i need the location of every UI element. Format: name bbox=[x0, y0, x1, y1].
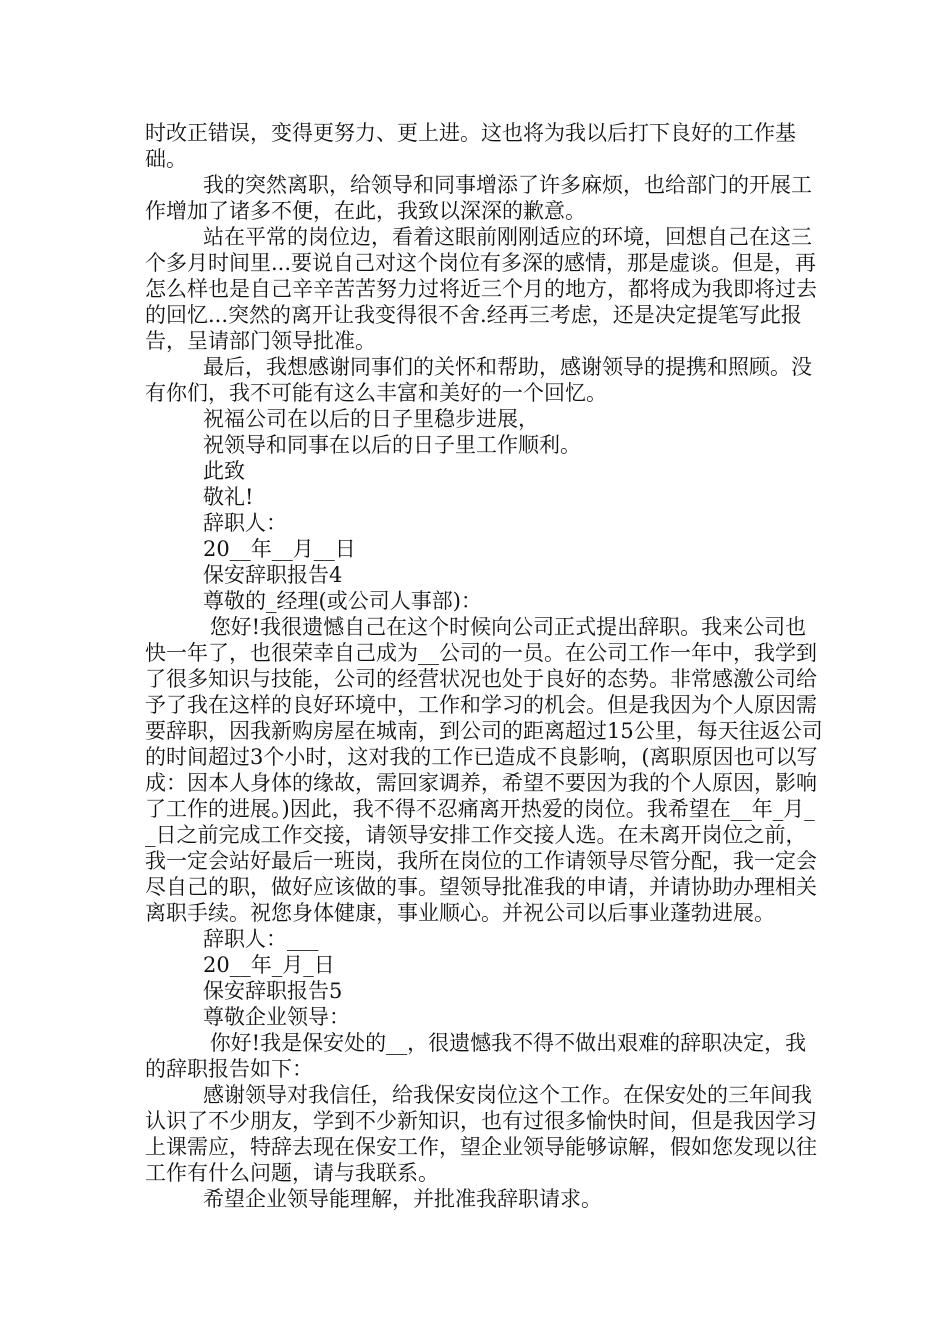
text-line: 20__年__月__日 bbox=[203, 537, 356, 561]
section-title: 保安辞职报告4 bbox=[203, 563, 343, 587]
text-line: 祝领导和同事在以后的日子里工作顺利。 bbox=[203, 433, 581, 457]
salutation: 尊敬企业领导： bbox=[203, 1005, 350, 1029]
paragraph: 时改正错误，变得更努力、更上进。这也将为我以后打下良好的工作基础。 bbox=[145, 121, 796, 171]
document-body bbox=[145, 120, 825, 1212]
text-line: 敬礼! bbox=[203, 485, 254, 509]
salutation: 尊敬的_经理(或公司人事部)： bbox=[203, 589, 482, 613]
text-line: 辞职人：___ bbox=[203, 927, 319, 951]
text-line: 祝福公司在以后的日子里稳步进展， bbox=[203, 407, 539, 431]
paragraph: 感谢领导对我信任，给我保安岗位这个工作。在保安处的三年间我认识了不少朋友，学到不少新知识，也有过很多愉快时间，但是我因学习上课需应，特辞去现在保安工作，望企业领导能够谅解，假如您发现以往工作有什么问题，请与我联系。 bbox=[145, 1083, 817, 1185]
paragraph: 希望企业领导能理解，并批准我辞职请求。 bbox=[203, 1187, 602, 1211]
text-line: 此致 bbox=[203, 459, 245, 483]
paragraph: 我的突然离职，给领导和同事增添了许多麻烦，也给部门的开展工作增加了诸多不便，在此，我致以深深的歉意。 bbox=[145, 173, 812, 223]
paragraph: 您好!我很遗憾自己在这个时候向公司正式提出辞职。我来公司也快一年了，也很荣幸自己成为__公司的一员。在公司工作一年中，我学到了很多知识与技能，公司的经营状况也处于良好的态势。非常感激公司给予了我在这样的良好环境中，工作和学习的机会。但是我因为个人原因需要辞职，因我新购房屋在城南，到公司的距离超过15公里，每天往返公司的时间超过3个小时，这对我的工作已造成不良影响，(离职原因也可以写成：因本人身体的缘故，需回家调养，希望不要因为我的个人原因，影响了工作的进展。)因此，我不得不忍痛离开热爱的岗位。我希望在__年_月__日之前完成工作交接，请领导安排工作交接人选。在未离开岗位之前，我一定会站好最后一班岗，我所在岗位的工作请领导尽管分配，我一定会尽自己的职，做好应该做的事。望领导批准我的申请，并请协助办理相关离职手续。祝您身体健康，事业顺心。并祝公司以后事业蓬勃进展。 bbox=[145, 615, 823, 925]
paragraph: 站在平常的岗位边，看着这眼前刚刚适应的环境，回想自己在这三个多月时间里...要说自己对这个岗位有多深的感情，那是虚谈。但是，再怎么样也是自己辛辛苦苦努力过将近三个月的地方，都将成为我即将过去的回忆...突然的离开让我变得很不舍.经再三考虑，还是决定提笔写此报告，呈请部门领导批准。 bbox=[145, 225, 817, 353]
paragraph: 你好!我是保安处的__，很遗憾我不得不做出艰难的辞职决定，我的辞职报告如下： bbox=[145, 1031, 807, 1081]
text-line: 20__年_月_日 bbox=[203, 953, 335, 977]
text-line: 辞职人： bbox=[203, 511, 287, 535]
section-title: 保安辞职报告5 bbox=[203, 979, 343, 1003]
paragraph: 最后，我想感谢同事们的关怀和帮助，感谢领导的提携和照顾。没有你们，我不可能有这么丰富和美好的一个回忆。 bbox=[145, 355, 812, 405]
